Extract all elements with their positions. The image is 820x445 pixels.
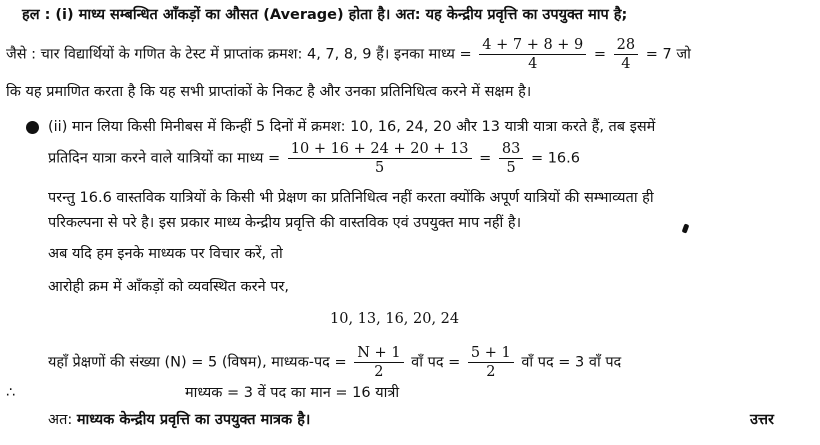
- fraction-numerator: 5 + 1: [468, 344, 514, 363]
- fraction-denominator: 5: [375, 160, 385, 176]
- fraction-denominator: 5: [506, 160, 516, 176]
- median-line4: माध्यक = 3 वें पद का मान = 16 यात्री: [185, 385, 400, 401]
- fraction-83-over-5: [499, 140, 523, 177]
- fraction-denominator: 4: [621, 56, 631, 72]
- para2-line1: (ii) मान लिया किसी मिनीबस में किन्हीं 5 दिनों में क्रमश: 10, 16, 24, 20 और 13 यात्री यात्रा करते हैं, तब इसमें: [48, 119, 656, 135]
- fraction-sum-scores: [479, 36, 586, 73]
- fraction-denominator: 2: [374, 364, 384, 380]
- fraction-numerator: 10 + 16 + 24 + 20 + 13: [288, 140, 472, 159]
- equals-sign: =: [479, 150, 492, 167]
- fraction-sum-passengers: [288, 140, 472, 177]
- para1-line2-start: जैसे : चार विद्यार्थियों के गणित के टेस्ट में प्राप्तांक क्रमश: 4, 7, 8, 9 हैं। इनका माध्य =: [6, 46, 472, 63]
- conclusion-line: [48, 410, 310, 430]
- para2-line4: परिकल्पना से परे है। इस प्रकार माध्य केन्द्रीय प्रवृत्ति की वास्तविक एवं उपयुक्त माप नहीं है।: [48, 215, 522, 231]
- para1-line2: [6, 36, 691, 73]
- fraction-numerator: 83: [499, 140, 523, 159]
- fraction-numerator: 28: [614, 36, 638, 55]
- median-mid1: वाँ पद =: [411, 354, 461, 371]
- bullet-dot: [26, 121, 39, 134]
- para1-line3: कि यह प्रमाणित करता है कि यह सभी प्राप्तांकों के निकट है और उनका प्रतिनिधित्व करने में सक्षम है।: [6, 84, 532, 100]
- median-line1: अब यदि हम इनके माध्यक पर विचार करें, तो: [48, 246, 283, 262]
- fraction-5-plus-1-over-2: [468, 344, 514, 381]
- therefore-symbol: ∴: [6, 385, 16, 401]
- fraction-numerator: 4 + 7 + 8 + 9: [479, 36, 586, 55]
- para2-line2-end: = 16.6: [530, 150, 580, 167]
- median-line3: [48, 344, 621, 381]
- answer-label: उत्तर: [750, 412, 774, 428]
- fraction-denominator: 4: [528, 56, 538, 72]
- conclusion-text: माध्यक केन्द्रीय प्रवृत्ति का उपयुक्त मात्रक है।: [76, 412, 311, 428]
- equals-sign: =: [593, 46, 607, 63]
- median-line2: आरोही क्रम में आँकड़ों को व्यवस्थित करने पर,: [48, 279, 290, 295]
- conclusion-prefix: अत:: [48, 412, 73, 428]
- ink-mark: [682, 223, 690, 233]
- fraction-numerator: N + 1: [354, 344, 403, 363]
- fraction-28-over-4: [614, 36, 638, 73]
- para2-line3: परन्तु 16.6 वास्तविक यात्रियों के किसी भी प्रेक्षण का प्रतिनिधित्व नहीं करता क्योंकि अपूर्ण यात्रियों की सम्भाव्यता ही: [48, 190, 654, 206]
- ordered-data: 10, 13, 16, 20, 24: [330, 311, 460, 327]
- fraction-denominator: 2: [486, 364, 496, 380]
- median-line3-start: यहाँ प्रेक्षणों की संख्या (N) = 5 (विषम), माध्यक-पद =: [48, 354, 347, 371]
- para2-line2: [48, 140, 580, 177]
- para2-line2-start: प्रतिदिन यात्रा करने वाले यात्रियों का माध्य =: [48, 150, 281, 167]
- median-mid2: वाँ पद = 3 वाँ पद: [521, 354, 622, 371]
- fraction-n-plus-1-over-2: [354, 344, 403, 381]
- para1-line2-end: = 7 जो: [645, 46, 691, 63]
- para1-line1: हल : (i) माध्य सम्बन्धित आँकड़ों का औसत (Average) होता है। अत: यह केन्द्रीय प्रवृत्ति का उपयुक्त माप है;: [22, 7, 628, 23]
